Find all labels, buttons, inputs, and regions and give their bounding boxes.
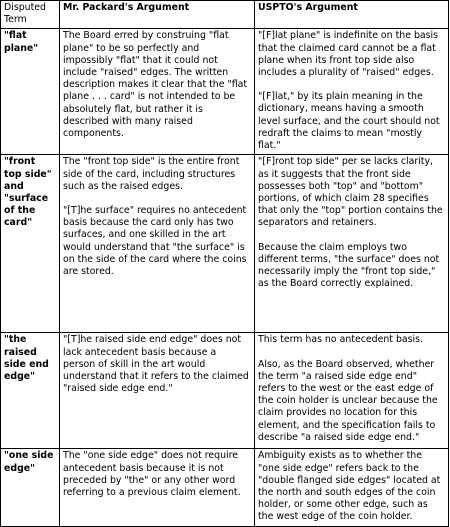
disputed-term-cell: "one side edge"	[1, 449, 60, 526]
argument-paragraph: "[F]ront top side" per se lacks clarity, as it suggests that the front side possesses both "top" and "bottom" portions, of which claim 28 specifies that only the "top" portion contains the separators and retainers.	[258, 156, 443, 229]
argument-paragraph: The Board erred by construing "flat plane" to be so perfectly and impossibly "flat" that it could not include "raised" edges. The written description makes it clear that the "flat plane . . . card" is not intended to be absolutely flat, but rather it is described with many raised components.	[63, 30, 248, 140]
table-row	[1, 333, 449, 449]
packard-argument-cell	[60, 155, 255, 333]
argument-paragraph: The "front top side" is the entire front side of the card, including structures such as the raised edges.	[63, 156, 240, 192]
uspto-argument-cell	[255, 155, 449, 333]
header-packard-argument: Mr. Packard's Argument	[60, 1, 255, 29]
uspto-argument-cell	[255, 333, 449, 449]
argument-paragraph: This term has no antecedent basis.	[258, 334, 424, 346]
argument-paragraph: The "one side edge" does not require antecedent basis because it is not preceded by "the" or any other word referring to a previous claim element.	[63, 450, 241, 499]
table-row	[1, 29, 449, 155]
uspto-argument-cell	[255, 449, 449, 526]
argument-paragraph: "[T]he surface" requires no antecedent basis because the card only has two surfaces, and one skilled in the art would understand that "the surface" is on the side of the card where the coins are stored.	[63, 205, 247, 278]
header-disputed-term: Disputed Term	[1, 1, 60, 29]
table-header-row	[1, 1, 449, 29]
argument-paragraph: Ambiguity exists as to whether the "one side edge" refers back to the "double flanged side edges" located at the north and south edges of the coin holder, or some other edge, such as the west edge of the coin holder.	[258, 450, 441, 523]
table-row	[1, 449, 449, 526]
uspto-argument-cell	[255, 29, 449, 155]
argument-paragraph: "[F]lat plane" is indefinite on the basis that the claimed card cannot be a flat plane when its front top side also includes a plurality of "raised" edges.	[258, 30, 439, 79]
disputed-term-cell: "front top side" and "surface of the card"	[1, 155, 60, 333]
argument-paragraph: "[T]he raised side end edge" does not lack antecedent basis because a person of skill in the art would understand that it refers to the claimed "raised side edge end."	[63, 334, 249, 395]
packard-argument-cell	[60, 449, 255, 526]
disputed-term-cell: "the raised side end edge"	[1, 333, 60, 449]
argument-paragraph: "[F]lat," by its plain meaning in the dictionary, means having a smooth level surface, and the court should not redraft the claims to mean "mostly flat."	[258, 91, 440, 152]
disputed-term-cell: "flat plane"	[1, 29, 60, 155]
argument-paragraph: Because the claim employs two different terms, "the surface" does not necessarily imply the "front top side," as the Board correctly explained.	[258, 241, 440, 290]
header-uspto-argument: USPTO's Argument	[255, 1, 449, 29]
packard-argument-cell	[60, 333, 255, 449]
packard-argument-cell	[60, 29, 255, 155]
table-row	[1, 155, 449, 333]
argument-paragraph: Also, as the Board observed, whether the term "a raised side edge end" refers to the west or the east edge of the coin holder is unclear because the claim provides no location for this element, and the specification fails to describe "a raised side edge end."	[258, 358, 438, 443]
